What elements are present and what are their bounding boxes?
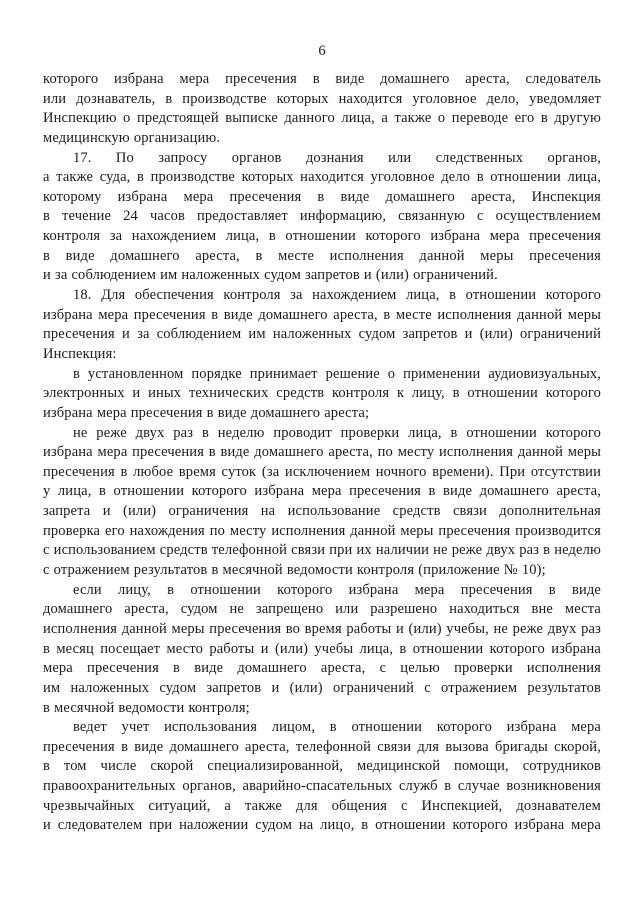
text-line: избрана мера пресечения в виде домашнего ареста; [43, 404, 370, 421]
text-line: пресечения в любое время суток (за исключением ночного времени). При отсутствии [43, 463, 601, 480]
text-line: не реже двух раз в неделю проводит проверки лица, в отношении которого [73, 424, 601, 441]
text-line: 18. Для обеспечения контроля за нахождением лица, в отношении которого [73, 287, 601, 304]
text-line: Инспекцию о предстоящей выписке данного лица, а также о переводе его в другую [43, 110, 601, 127]
text-line: у лица, в отношении которого избрана мера пресечения в виде домашнего ареста, [43, 483, 601, 500]
text-line: если лицу, в отношении которого избрана мера пресечения в виде [73, 581, 601, 598]
text-line: которого избрана мера пресечения в виде домашнего ареста, следователь [43, 71, 601, 87]
text-line: а также суда, в производстве которых находится уголовное дело в отношении лица, [43, 169, 601, 186]
paragraph [43, 365, 601, 424]
text-line: избрана мера пресечения в виде домашнего ареста, по месту исполнения данной меры [43, 444, 601, 461]
text-line: исполнения данной меры пресечения во время работы и (или) учебы, не реже двух раз [43, 620, 601, 637]
text-line: медицинскую организацию. [43, 129, 221, 146]
paragraph [43, 286, 601, 365]
text-line: Инспекция: [43, 345, 117, 362]
text-line: в виде домашнего ареста, в месте исполнения данной меры пресечения [43, 247, 601, 264]
text-line: в месячной ведомости контроля; [43, 699, 250, 716]
text-line: и следователем при наложении судом на лицо, в отношении которого избрана мера [43, 817, 601, 834]
text-line: с отражением результатов в месячной ведомости контроля (приложение № 10); [43, 562, 546, 579]
text-line: чрезвычайных ситуаций, а также для общения с Инспекцией, дознавателем [43, 797, 601, 814]
text-line: или дознаватель, в производстве которых находится уголовное дело, уведомляет [43, 90, 601, 107]
document-body [43, 70, 601, 836]
text-line: в месяц посещает место работы и (или) учебы лица, в отношении которого избрана [43, 640, 601, 657]
paragraph [43, 149, 601, 286]
text-line: избрана мера пресечения в виде домашнего ареста, в месте исполнения данной меры [43, 306, 601, 323]
paragraph [43, 581, 601, 718]
text-line: им наложенных судом запретов и (или) ограничений с отражением результатов [43, 679, 601, 696]
text-line: ведет учет использования лицом, в отношении которого избрана мера [73, 719, 601, 736]
text-line: и за соблюдением им наложенных судом запретов и (или) ограничений. [43, 267, 498, 284]
text-line: которому избрана мера пресечения в виде домашнего ареста, Инспекция [43, 188, 601, 205]
text-line: правоохранительных органов, аварийно-спасательных служб в случае возникновения [43, 778, 601, 795]
text-line: мера пресечения в виде домашнего ареста, с целью проверки исполнения [43, 660, 601, 677]
page-number: 6 [318, 43, 326, 59]
paragraph [43, 718, 601, 836]
paragraph [43, 70, 601, 149]
text-line: пресечения и за соблюдением им наложенных судом запретов и (или) ограничений [43, 326, 601, 343]
text-line: контроля за нахождением лица, в отношении которого избрана мера пресечения [43, 228, 601, 245]
text-line: запрета и (или) ограничения на использование средств связи дополнительная [43, 503, 601, 520]
text-line: электронных и иных технических средств контроля к лицу, в отношении которого [43, 385, 601, 402]
text-line: в том числе скорой специализированной, медицинской помощи, сотрудников [43, 758, 601, 775]
text-line: пресечения в виде домашнего ареста, телефонной связи для вызова бригады скорой, [43, 738, 601, 755]
text-line: в течение 24 часов предоставляет информацию, связанную с осуществлением [43, 208, 601, 225]
text-line: проверка его нахождения по месту исполнения данной меры пресечения производится [43, 522, 601, 539]
text-line: с использованием средств телефонной связи при их наличии не реже двух раз в неделю [43, 542, 601, 559]
text-line: домашнего ареста, судом не запрещено или разрешено находиться вне места [43, 601, 601, 618]
text-line: 17. По запросу органов дознания или следственных органов, [73, 149, 601, 166]
text-line: в установленном порядке принимает решение о применении аудиовизуальных, [73, 365, 601, 382]
paragraph [43, 424, 601, 581]
